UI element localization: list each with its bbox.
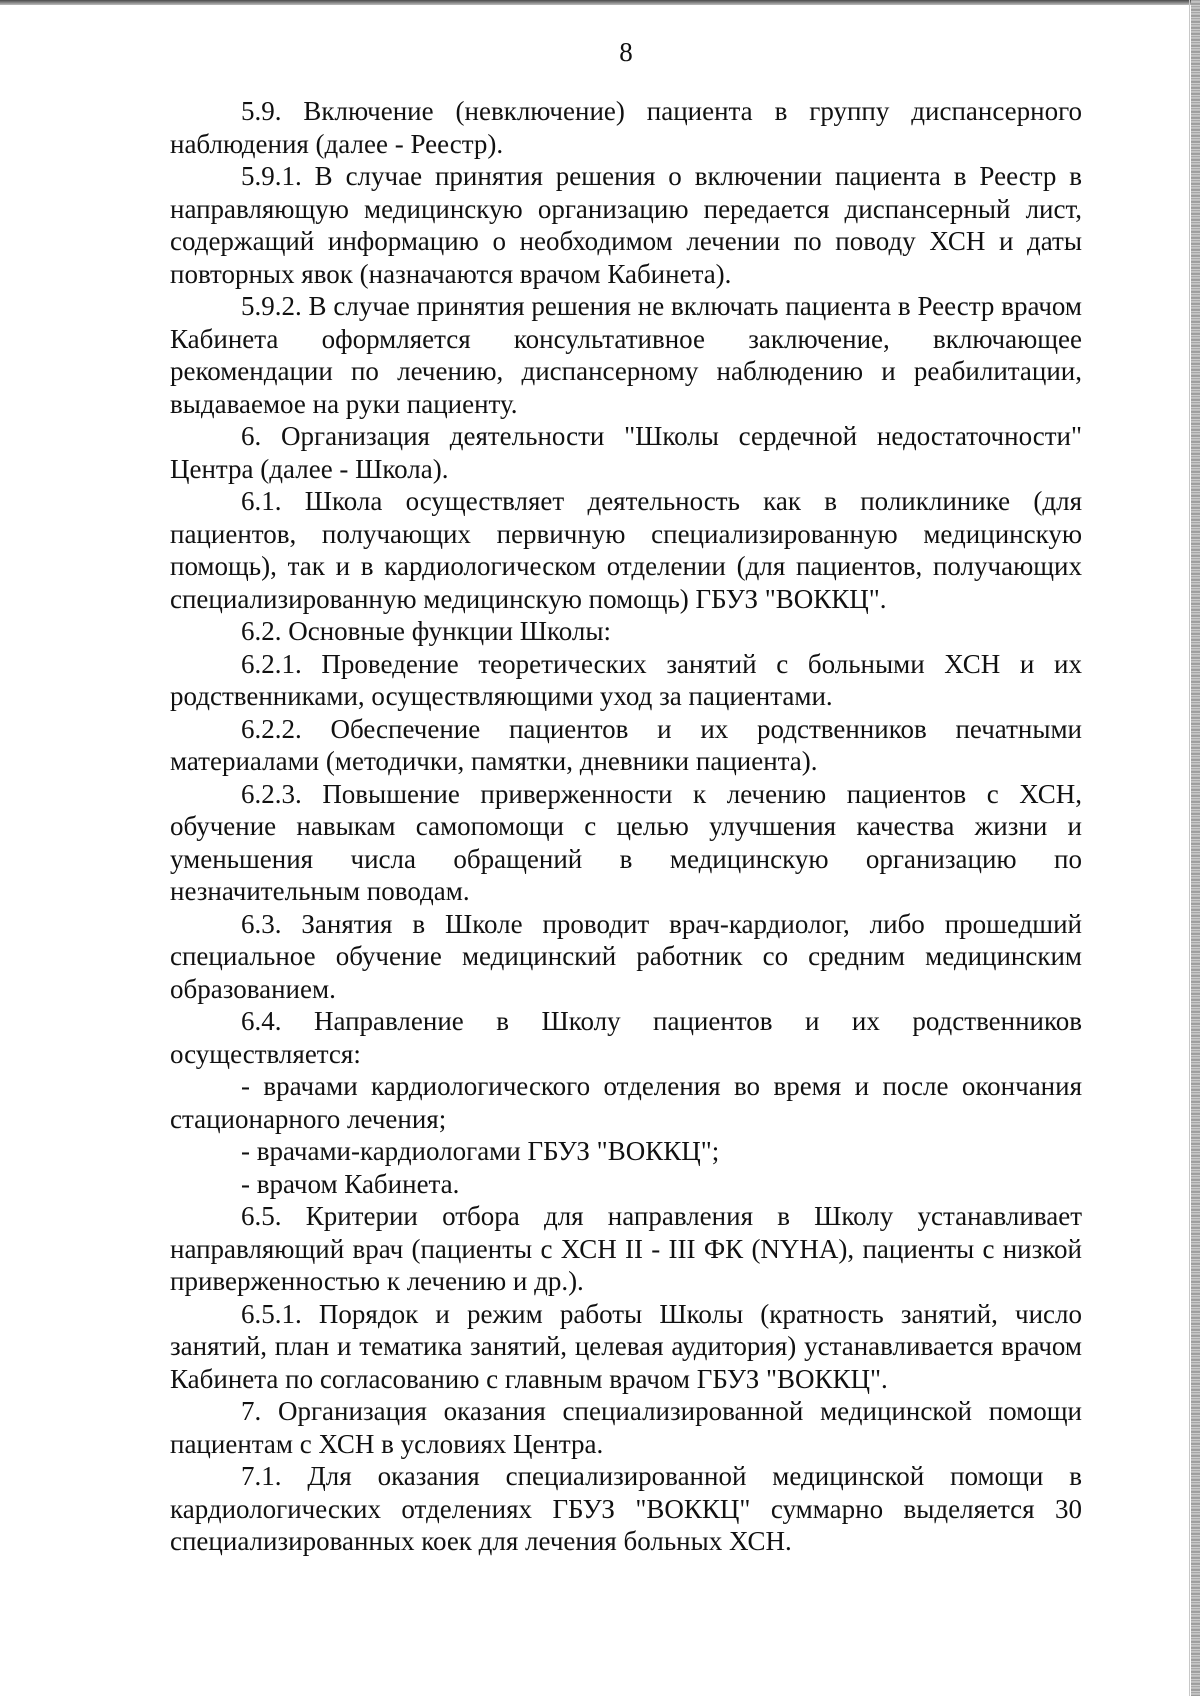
paragraph-6-5: 6.5. Критерии отбора для направления в Школу устанавливает направляющий врач (пациенты с ХСН II - III ФК (NYHA), пациенты с низкой приверженностью к лечению и др.).	[170, 1201, 1082, 1296]
list-item-cabinet-doctor: - врачом Кабинета.	[241, 1168, 460, 1199]
paragraph-6-1: 6.1. Школа осуществляет деятельность как в поликлинике (для пациентов, получающих первичную специализированную медицинскую помощь), так и в кардиологическом отделении (для пациентов, получающих специализированную медицинскую помощь) ГБУЗ "ВОККЦ".	[170, 486, 1082, 614]
paragraph-7: 7. Организация оказания специализированной медицинской помощи пациентам с ХСН в условиях Центра.	[170, 1396, 1082, 1459]
list-item-cardiology-department: - врачами кардиологического отделения во время и после окончания стационарного лечения;	[170, 1071, 1082, 1134]
paragraph-5-9-1: 5.9.1. В случае принятия решения о включении пациента в Реестр в направляющую медицинскую организацию передается диспансерный лист, содержащий информацию о необходимом лечении по поводу ХСН и даты повторных явок (назначаются врачом Кабинета).	[170, 161, 1082, 289]
scan-top-edge	[0, 0, 1200, 5]
paragraph-5-9-2: 5.9.2. В случае принятия решения не включать пациента в Реестр врачом Кабинета оформляется консультативное заключение, включающее рекомендации по лечению, диспансерному наблюдению и реабилитации, выдаваемое на руки пациенту.	[170, 291, 1082, 419]
paragraph-6-2-2: 6.2.2. Обеспечение пациентов и их родственников печатными материалами (методички, памятки, дневники пациента).	[170, 713, 1082, 776]
scan-right-edge	[1191, 0, 1200, 1696]
document-body	[170, 95, 1082, 1558]
paragraph-6-4: 6.4. Направление в Школу пациентов и их родственников осуществляется:	[170, 1006, 1082, 1069]
paragraph-6-2-3: 6.2.3. Повышение приверженности к лечению пациентов с ХСН, обучение навыкам самопомощи с целью улучшения качества жизни и уменьшения числа обращений в медицинскую организацию по незначительным поводам.	[170, 778, 1082, 906]
paragraph-6-2: 6.2. Основные функции Школы:	[241, 616, 611, 646]
paragraph-7-1: 7.1. Для оказания специализированной медицинской помощи в кардиологических отделениях ГБУЗ "ВОККЦ" суммарно выделяется 30 специализированных коек для лечения больных ХСН.	[170, 1461, 1082, 1556]
paragraph-5-9: 5.9. Включение (невключение) пациента в группу диспансерного наблюдения (далее - Реестр).	[170, 96, 1082, 159]
paragraph-6: 6. Организация деятельности "Школы сердечной недостаточности" Центра (далее - Школа).	[170, 421, 1082, 484]
scan-right-line	[1189, 0, 1190, 1696]
paragraph-6-3: 6.3. Занятия в Школе проводит врач-кардиолог, либо прошедший специальное обучение медицинский работник со средним медицинским образованием.	[170, 908, 1082, 1004]
page-number: 8	[619, 37, 633, 67]
paragraph-6-2-1: 6.2.1. Проведение теоретических занятий с больными ХСН и их родственниками, осуществляющими уход за пациентами.	[170, 648, 1082, 711]
list-item-cardiologists: - врачами-кардиологами ГБУЗ "ВОККЦ";	[241, 1136, 720, 1166]
paragraph-6-5-1: 6.5.1. Порядок и режим работы Школы (кратность занятий, число занятий, план и тематика занятий, целевая аудитория) устанавливается врачом Кабинета по согласованию с главным врачом ГБУЗ "ВОККЦ".	[170, 1298, 1082, 1394]
